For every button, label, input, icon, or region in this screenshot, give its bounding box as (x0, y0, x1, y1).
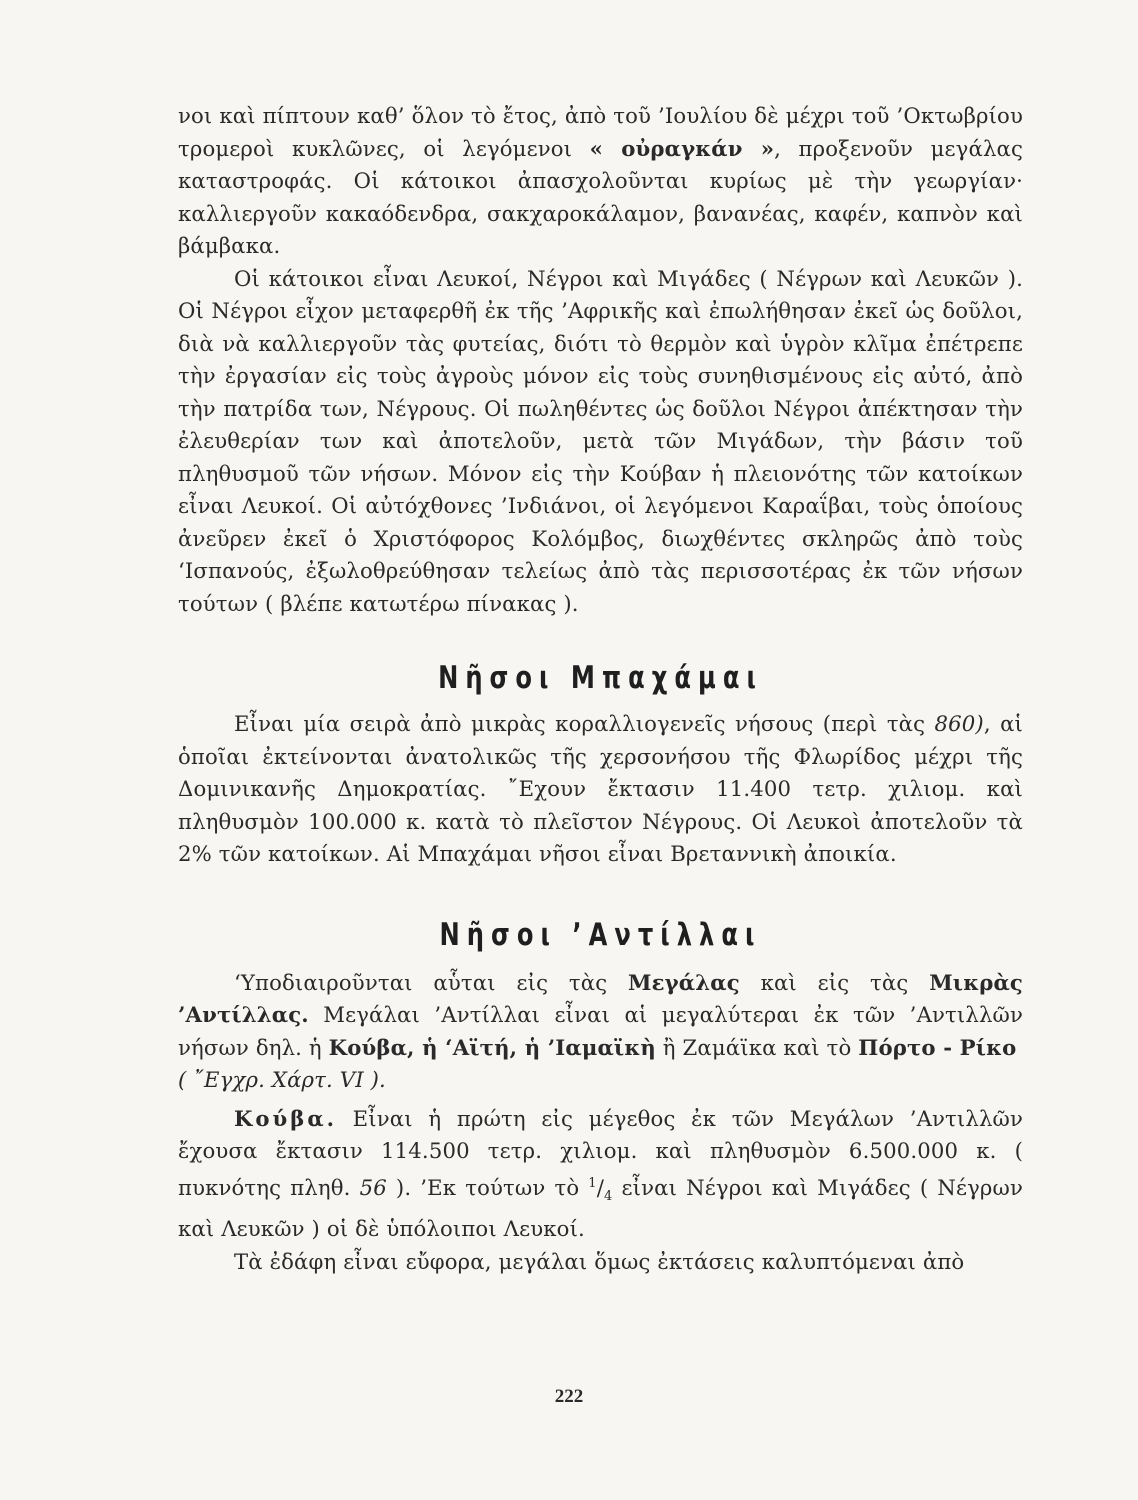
text-run: καὶ εἰς τὰς (739, 969, 930, 995)
island-count: 860) (934, 711, 984, 736)
term-greater-antilles: Μεγάλας (628, 969, 740, 995)
paragraph-soil: Τὰ ἐδάφη εἶναι εὔφορα, μεγάλαι ὅμως ἐκτάσεις καλυπτόμεναι ἀπὸ (234, 1248, 965, 1274)
text-run: ). ’Εκ τούτων τὸ (386, 1174, 589, 1200)
fraction-numerator: 1 (588, 1175, 597, 1191)
text-run: νοι καὶ πίπτουν καθ’ ὅλον τὸ ἔτος, ἀπὸ τοῦ ’Ιουλίου δὲ μέχρι τοῦ ’Οκτωβρίου τρομεροὶ κυκλῶνες, οἱ λεγόμενοι (178, 103, 1023, 161)
text-run: Εἶναι μία σειρὰ ἀπὸ μικρὰς κοραλλιογενεῖς νήσους (περὶ τὰς (234, 711, 935, 736)
text-run: Εἶναι ἡ πρώτη εἰς μέγεθος ἐκ τῶν Μεγάλων ’Αντιλλῶν ἔχουσα ἔκτασιν 114.500 τετρ. χιλιομ. καὶ πληθυσμὸν 6.500.000 κ. ( πυκνότης πληθ. (178, 1105, 1023, 1200)
term-cuba: Κούβα. (234, 1105, 337, 1131)
section-heading-antilles: Νῆσοι ’Αντίλλαι (439, 916, 762, 953)
term-lesser-antilles: Μικρὰς ’Αντίλλας. (178, 969, 1023, 1027)
paragraph-inhabitants: Οἱ κάτοικοι εἶναι Λευκοί, Νέγροι καὶ Μιγάδες ( Νέγρων καὶ Λευκῶν ). Οἱ Νέγροι εἶχον μεταφερθῆ ἐκ τῆς ’Αφρικῆς καὶ ἐπωλήθησαν ἐκεῖ ὡς δοῦλοι, διὰ νὰ καλλιεργοῦν τὰς φυτείας, διότι τὸ θερμὸν καὶ ὑγρὸν κλῖμα ἐπέτρεπε τὴν ἐργασίαν εἰς τοὺς ἀγροὺς μόνον εἰς τοὺς συνηθισμένους εἰς αὐτό, ἀπὸ τὴν πατρίδα των, Νέγρους. Οἱ πωληθέντες ὡς δοῦλοι Νέγροι ἀπέκτησαν τὴν ἐλευθερίαν των καὶ ἀποτελοῦν, μετὰ τῶν Μιγάδων, τὴν βάσιν τοῦ πληθυσμοῦ τῶν νήσων. Μόνον εἰς τὴν Κούβαν ἡ πλειονότης τῶν κατοίκων εἶναι Λευκοί. Οἱ αὐτόχθονες ’Ινδιάνοι, οἱ λεγόμενοι Καραΐβαι, τοὺς ὁποίους ἀνεῦρεν ἐκεῖ ὁ Χριστόφορος Κολόμβος, διωχθέντες σκληρῶς ἀπὸ τοὺς ‘Ισπανούς, ἐξωλοθρεύθησαν τελείως ἀπὸ τὰς περισσοτέρας ἐκ τῶν νήσων τούτων ( βλέπε κατωτέρω πίνακας ). (178, 265, 1023, 616)
fraction-denominator: 4 (604, 1188, 613, 1204)
term-hurricane: « οὐραγκάν » (589, 135, 775, 161)
term-islands: Κούβα, ἡ ‘Αϊτή, ἡ ’Ιαμαϊκὴ (328, 1034, 656, 1060)
text-run: , αἱ ὁποῖαι ἐκτείνονται ἀνατολικῶς τῆς χερσονήσου τῆς Φλωρίδος μέχρι τῆς Δομινικανῆς Δημοκρατίας. ῎Εχουν ἔκτασιν 11.400 τετρ. χιλιομ. καὶ πληθυσμὸν 100.000 κ. κατὰ τὸ πλεῖστον Νέγρους. Οἱ Λευκοὶ ἀποτελοῦν τὰ 2% τῶν κατοίκων. Αἱ Μπαχάμαι νῆσοι εἶναι Βρεταννικὴ ἀποικία. (178, 711, 1023, 866)
term-puerto-rico: Πόρτο - Ρίκο (858, 1034, 1017, 1060)
text-run: ‘Υποδιαιροῦνται αὗται εἰς τὰς (234, 969, 629, 995)
paragraph-cuba (178, 1103, 1023, 1246)
text-run: ἢ Ζαμάϊκα καὶ τὸ (655, 1034, 859, 1060)
text-run: εἶναι Νέγροι καὶ Μιγάδες ( Νέγρων καὶ Λευκῶν ) οἱ δὲ ὑπόλοιποι Λευκοί. (178, 1174, 1023, 1242)
density-value: 56 (359, 1174, 387, 1200)
paragraph-hurricanes (178, 100, 1023, 263)
fraction-one-quarter: $^1/_4$ (588, 1174, 613, 1204)
paragraph-antilles (178, 967, 1023, 1097)
text-run: Μεγάλαι ’Αντίλλαι εἶναι αἱ μεγαλύτεραι ἐκ τῶν ’Αντιλλῶν νήσων δηλ. ἡ (178, 1002, 1023, 1060)
page-body (178, 100, 1023, 1278)
page-number: 222 (554, 1386, 584, 1407)
map-reference: ( ῎Εγχρ. Χάρτ. VI ). (178, 1067, 386, 1092)
section-heading-bahamas: Νῆσοι Μπαχάμαι (438, 660, 763, 696)
text-run: , προξενοῦν μεγάλας καταστροφάς. Οἱ κάτοικοι ἀπασχολοῦνται κυρίως μὲ τὴν γεωργίαν· καλλιεργοῦν κακαόδενδρα, σακχαροκάλαμον, βανανέας, καφέν, καπνὸν καὶ βάμβακα. (178, 135, 1023, 258)
paragraph-bahamas (178, 708, 1023, 871)
